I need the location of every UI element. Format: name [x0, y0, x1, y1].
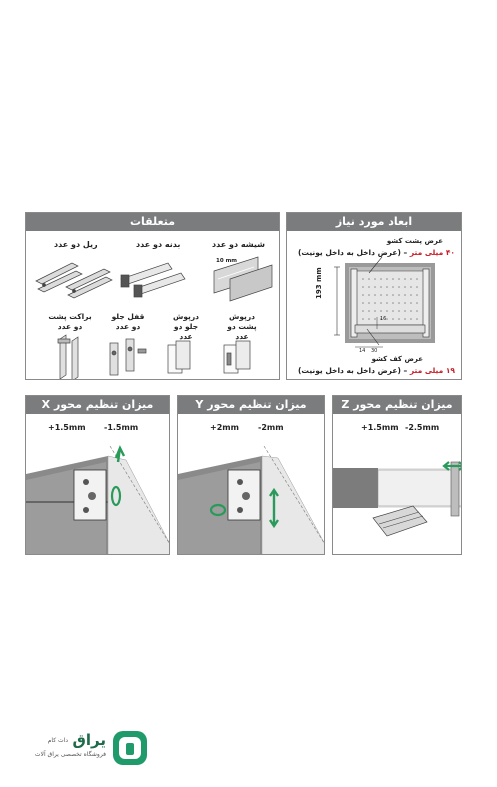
dim-14: 14 — [359, 348, 366, 354]
adjust-z-minus: -2.5mm — [405, 423, 440, 432]
height-label: 193 mm — [315, 267, 323, 299]
accessories-panel — [25, 212, 280, 380]
adjust-x-drawing — [26, 396, 170, 555]
accessories-title: متعلقات — [26, 213, 279, 231]
adjust-y-panel — [177, 395, 325, 555]
bracket-label: براکت پشت دو عدد — [48, 312, 92, 331]
glass-dim: 10 mm — [216, 258, 238, 264]
dim-16: 16 — [380, 316, 387, 322]
brand-tagline: فروشگاه تخصصی یراق آلات — [34, 751, 106, 758]
top-formula: (عرض داخل به داخل یونیت) — [297, 248, 401, 257]
brand-suffix: دات کام — [47, 737, 68, 744]
dim-30: 30 — [371, 348, 378, 354]
adjust-y-plus: +2mm — [210, 423, 239, 432]
adjust-z-panel — [332, 395, 462, 555]
adjust-x-minus: -1.5mm — [104, 423, 139, 432]
brand-name: یراق — [72, 731, 106, 749]
brand-mark-icon — [110, 728, 150, 768]
lock-drawing — [110, 339, 146, 375]
accessories-drawings — [26, 213, 280, 380]
bottom-caption: عرض کف کشو — [371, 355, 423, 363]
top-caption: عرض پشت کشو — [386, 237, 443, 245]
adjust-z-drawing — [333, 396, 462, 555]
dimensions-title: ابعاد مورد نیاز — [287, 213, 461, 231]
adjust-y-drawing — [178, 396, 325, 555]
bottom-requirement: ۱۹ میلی متر – (عرض داخل به داخل یونیت) — [297, 366, 455, 375]
back-door-drawing — [224, 341, 250, 373]
bottom-value: ۱۹ میلی متر — [409, 366, 455, 375]
body-drawing — [121, 263, 185, 297]
adjust-z-plus: +1.5mm — [361, 423, 399, 432]
adjust-y-title: میزان تنظیم محور Y — [178, 396, 324, 414]
rail-label: ریل دو عدد — [54, 240, 98, 249]
bracket-drawing — [58, 335, 78, 380]
front-door-drawing — [168, 341, 190, 373]
top-requirement: ۴۰ میلی متر – (عرض داخل به داخل یونیت) — [297, 248, 455, 257]
adjust-x-plus: +1.5mm — [48, 423, 86, 432]
glass-label: شیشه دو عدد — [212, 240, 265, 249]
adjust-z-title: میزان تنظیم محور Z — [333, 396, 461, 414]
adjust-x-title: میزان تنظیم محور X — [26, 396, 169, 414]
adjust-y-minus: -2mm — [258, 423, 284, 432]
adjust-x-panel — [25, 395, 170, 555]
front-door-label: درپوش جلو دو عدد — [172, 312, 200, 341]
dimensions-panel — [286, 212, 462, 380]
lock-label: قفل جلو دو عدد — [111, 312, 145, 331]
brand-logo — [20, 728, 150, 768]
top-value: ۴۰ میلی متر — [409, 248, 455, 257]
bottom-formula: (عرض داخل به داخل یونیت) — [297, 366, 401, 375]
back-door-label: درپوش پشت دو عدد — [227, 312, 257, 341]
rail-drawing — [36, 263, 112, 298]
body-label: بدنه دو عدد — [136, 240, 181, 249]
